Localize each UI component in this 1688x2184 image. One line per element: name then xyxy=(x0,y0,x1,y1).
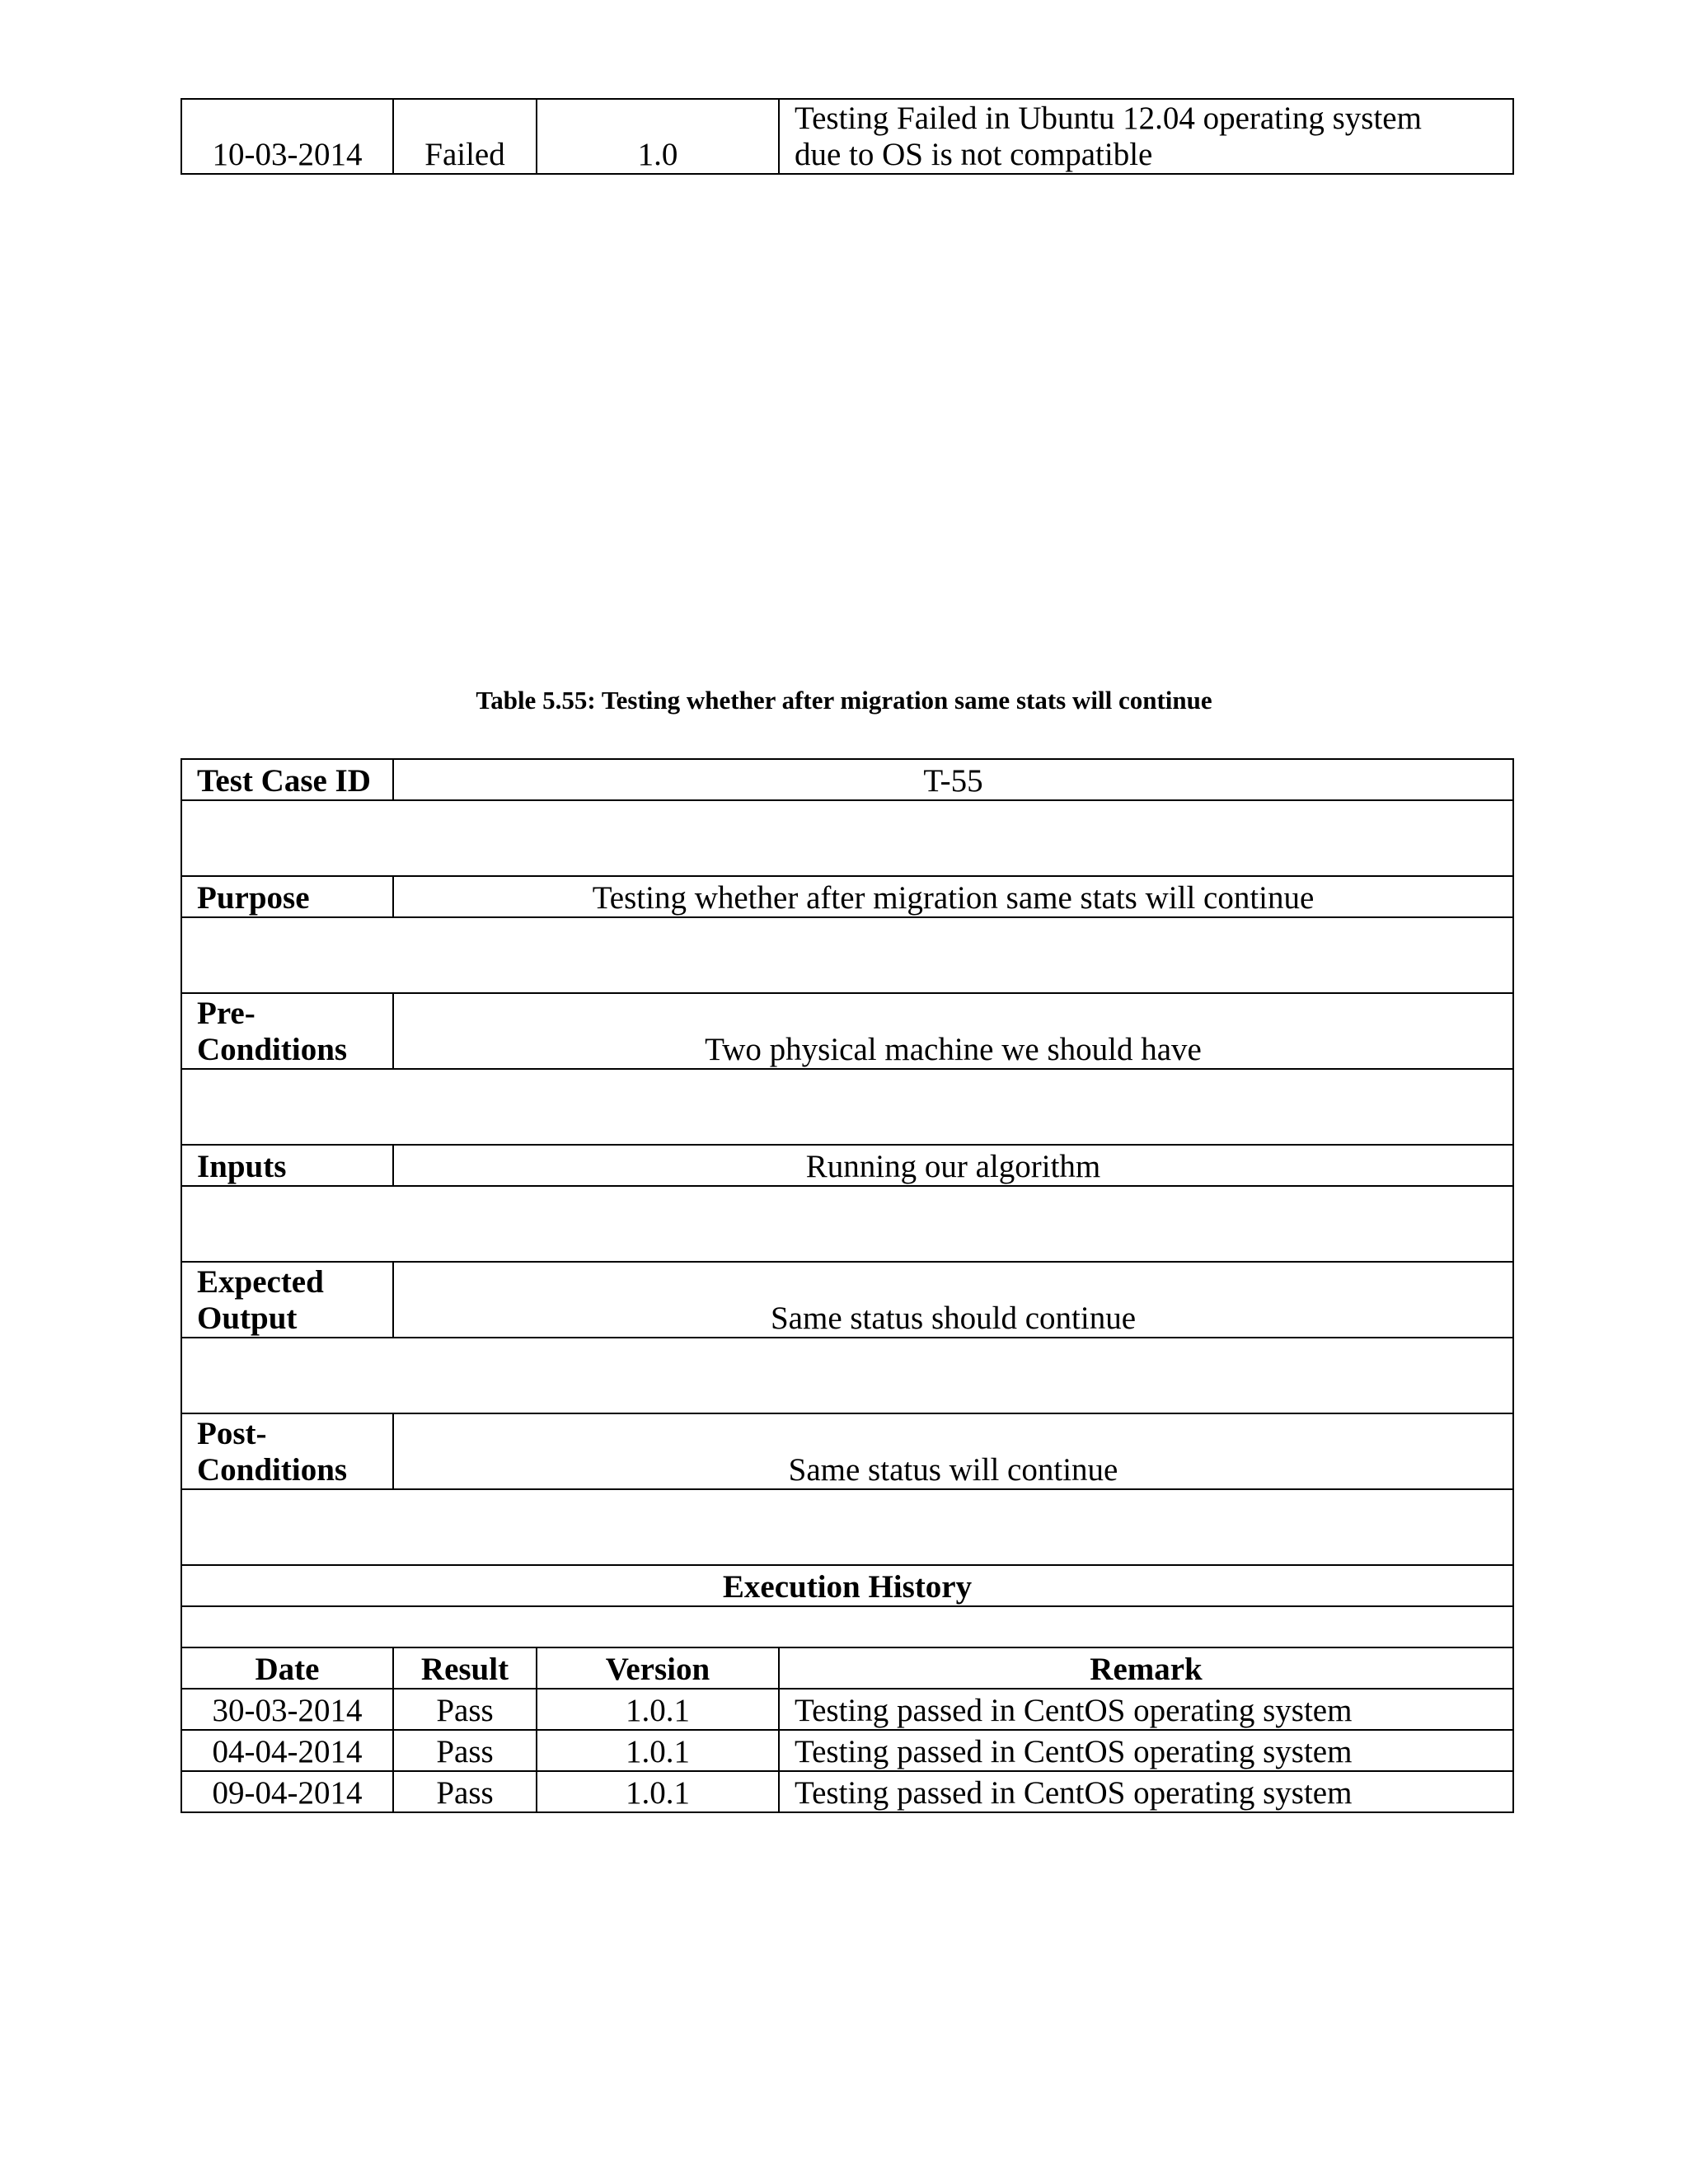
label-line-1: Pre- xyxy=(197,996,256,1031)
version-cell: 1.0.1 xyxy=(537,1689,779,1730)
version-cell: 1.0.1 xyxy=(537,1771,779,1812)
table-row xyxy=(181,993,1513,1069)
date-cell: 30-03-2014 xyxy=(181,1689,393,1730)
remark-cell xyxy=(779,99,1513,174)
spacer-row xyxy=(181,1186,1513,1262)
table-row xyxy=(181,1771,1513,1812)
table-row xyxy=(181,876,1513,917)
purpose-label: Purpose xyxy=(181,876,393,917)
result-cell: Failed xyxy=(393,99,537,174)
remark-header: Remark xyxy=(779,1647,1513,1689)
spacer-row xyxy=(181,1489,1513,1565)
inputs-label: Inputs xyxy=(181,1145,393,1186)
history-header-row xyxy=(181,1647,1513,1689)
label-line-2: Output xyxy=(197,1301,298,1336)
date-cell: 04-04-2014 xyxy=(181,1730,393,1771)
date-cell: 09-04-2014 xyxy=(181,1771,393,1812)
version-cell: 1.0.1 xyxy=(537,1730,779,1771)
label-line-2: Conditions xyxy=(197,1032,348,1067)
label-line-2: Conditions xyxy=(197,1452,348,1488)
result-cell: Pass xyxy=(393,1730,537,1771)
label-line-1: Expected xyxy=(197,1264,324,1300)
remark-line-1: Testing Failed in Ubuntu 12.04 operating system xyxy=(795,101,1422,136)
test-case-id-label: Test Case ID xyxy=(181,759,393,800)
post-conditions-value: Same status will continue xyxy=(393,1413,1513,1489)
execution-history-title: Execution History xyxy=(181,1565,1513,1606)
remark-cell: Testing passed in CentOS operating system xyxy=(779,1689,1513,1730)
spacer-row xyxy=(181,1606,1513,1647)
table-row xyxy=(181,99,1513,174)
date-header: Date xyxy=(181,1647,393,1689)
table-caption: Table 5.55: Testing whether after migration same stats will continue xyxy=(476,686,1212,715)
version-cell: 1.0 xyxy=(537,99,779,174)
spacer-row xyxy=(181,917,1513,993)
table-row xyxy=(181,1689,1513,1730)
remark-cell: Testing passed in CentOS operating system xyxy=(779,1730,1513,1771)
table-row xyxy=(181,1262,1513,1338)
test-case-id-value: T-55 xyxy=(393,759,1513,800)
table-row xyxy=(181,1413,1513,1489)
pre-conditions-label xyxy=(181,993,393,1069)
table-row xyxy=(181,1565,1513,1606)
result-cell: Pass xyxy=(393,1689,537,1730)
result-header: Result xyxy=(393,1647,537,1689)
result-cell: Pass xyxy=(393,1771,537,1812)
remark-cell: Testing passed in CentOS operating system xyxy=(779,1771,1513,1812)
expected-output-label xyxy=(181,1262,393,1338)
remark-line-2: due to OS is not compatible xyxy=(795,137,1153,172)
version-header: Version xyxy=(537,1647,779,1689)
label-line-1: Post- xyxy=(197,1416,267,1451)
inputs-value: Running our algorithm xyxy=(393,1145,1513,1186)
table-row xyxy=(181,759,1513,800)
previous-history-table xyxy=(181,98,1514,175)
table-row xyxy=(181,1730,1513,1771)
pre-conditions-value: Two physical machine we should have xyxy=(393,993,1513,1069)
purpose-value: Testing whether after migration same stats will continue xyxy=(393,876,1513,917)
post-conditions-label xyxy=(181,1413,393,1489)
date-cell: 10-03-2014 xyxy=(181,99,393,174)
table-row xyxy=(181,1145,1513,1186)
test-case-table xyxy=(181,758,1514,1813)
spacer-row xyxy=(181,1069,1513,1145)
expected-output-value: Same status should continue xyxy=(393,1262,1513,1338)
spacer-row xyxy=(181,800,1513,876)
spacer-row xyxy=(181,1338,1513,1413)
